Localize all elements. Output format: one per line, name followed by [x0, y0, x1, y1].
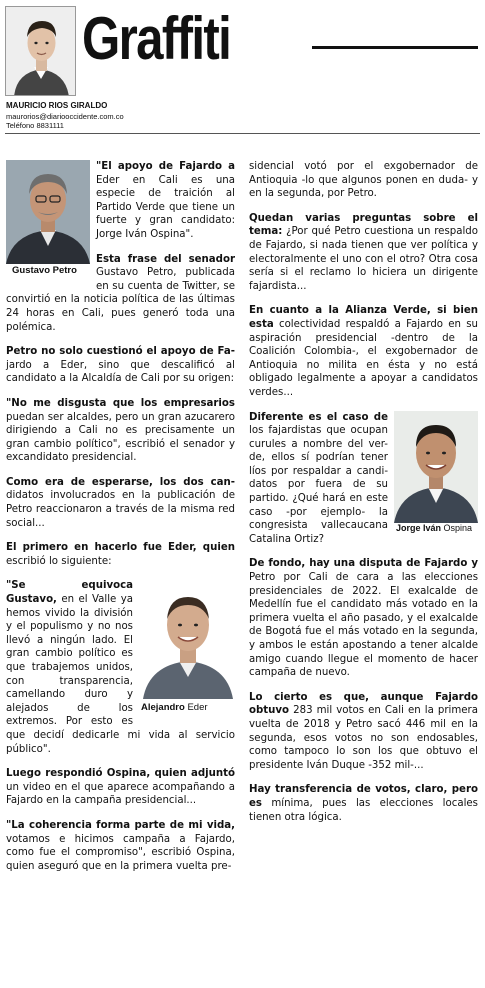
ospina-portrait-icon	[394, 411, 478, 523]
column-right	[249, 160, 478, 835]
paragraph: Hay transferencia de votos, claro, pero es mínima, pues las elecciones locales tienen otra lógica.	[249, 784, 478, 823]
paragraph: "El apoyo de Fajardo a Eder en Cali es una especie de traición al Partido Verde que tiene un fuerte y gran candidato: Jorge Iván Ospina".	[96, 161, 235, 240]
paragraph: Petro no solo cuestionó el apoyo de Fa- jardo a Eder, sino que descalificó al candidato a la Alcaldía de Cali por su origen:	[6, 346, 235, 385]
eder-caption: Alejandro Eder	[141, 702, 208, 714]
author-portrait-icon	[6, 7, 76, 96]
author-photo	[5, 6, 76, 96]
column-left	[6, 160, 235, 884]
paragraph: "No me disgusta que los empresarios puedan ser alcaldes, pero un gran azucarero dirigiendo a Cali no es precisamente un gran cambio político", escribió el senador y excandidato presidencial.	[6, 397, 235, 464]
eder-portrait-icon	[141, 579, 235, 699]
author-name: MAURICIO RIOS GIRALDO	[6, 101, 108, 110]
masthead-rule	[312, 46, 478, 49]
paragraph: sidencial votó por el exgobernador de Antioquia -lo que algunos ponen en duda- y en la segunda, por Petro.	[249, 161, 478, 200]
paragraph: Diferente es el caso de los fajardistas que ocupan curules a nombre del ver-de, ellos sí podrían tener líos por respaldar a candi-datos por fuera de su partido. ¿Qué hará en este caso -por ejemplo- la congresista vallecaucana Catalina Ortiz?	[249, 411, 388, 545]
paragraph: Esta frase del senador Gustavo Petro, publicada en su cuenta de Twitter, se convirtió en la noticia política de las últimas 24 horas en Cali, pues generó toda una polémica.	[6, 253, 235, 333]
ospina-photo	[394, 411, 478, 543]
eder-photo	[141, 579, 235, 715]
paragraph: Quedan varias preguntas sobre el tema: ¿Por qué Petro cuestiona un respaldo de Fajardo, si nada tienen que ver política y electoralmente el uno con el otro? Otra cosa sería si el reclamo lo hiciera un dirigente fajardista...	[249, 212, 478, 292]
petro-portrait-icon	[6, 160, 90, 264]
paragraph: Como era de esperarse, los dos can- didatos involucrados en la publicación de Petro reaccionaron a través de la misma red social...	[6, 476, 235, 529]
petro-caption: Gustavo Petro	[12, 265, 77, 276]
paragraph: Luego respondió Ospina, quien adjuntó un video en el que aparece acompañando a Fajardo en la campaña presidencial...	[6, 768, 235, 807]
ospina-caption: Jorge Iván Ospina	[396, 522, 473, 533]
petro-photo	[6, 160, 90, 276]
paragraph: Lo cierto es que, aunque Fajardo obtuvo 283 mil votos en Cali en la primera vuelta de 2018 y Petro sacó 446 mil en la segunda, esos votos no son endosables, como tampoco lo son los que obtuvo el presidente Iván Duque -352 mil-...	[249, 691, 478, 771]
paragraph: En cuanto a la Alianza Verde, si bien esta colectividad respaldó a Fajardo en su aspiración presidencial -dentro de la Coalición Colombia-, el exgobernador de Antioquia no milita en ésta y no está obligado legalmente a apoyar a candidatos verdes...	[249, 305, 478, 398]
header-divider	[5, 133, 480, 134]
author-email: maurorios@diariooccidente.com.co	[6, 112, 124, 121]
author-phone: Teléfono 8831111	[6, 121, 64, 130]
paragraph: De fondo, hay una disputa de Fajardo y Petro por Cali de cara a las elecciones presidenciales de 2022. El exalcalde de Medellín fue el candidato más votado en la primera vuelta el año pasado, y el exalcalde de Bogotá fue el más votado en la segunda, y ambos le están apostando a tener alcalde amigo cuando llegue el momento de hacer campaña de nuevo.	[249, 558, 478, 679]
paragraph: "Se equivoca Gustavo, en el Valle ya hemos vivido la división y el populismo y no nos llevó a ningún lado. El gran cambio político es que trabajemos unidos, con transparencia, camellando duro y alejados de los extremos. Por esto es que decidí dedicarle mi vida al servicio público".	[6, 580, 235, 755]
masthead-title: Graffiti	[82, 5, 231, 72]
paragraph: El primero en hacerlo fue Eder, quien escribió lo siguiente:	[6, 542, 235, 567]
paragraph: "La coherencia forma parte de mi vida, votamos e hicimos campaña a Fajardo, como fue el compromiso", escribió Ospina, quien aseguró que en la primera vuelta pre-	[6, 819, 235, 872]
